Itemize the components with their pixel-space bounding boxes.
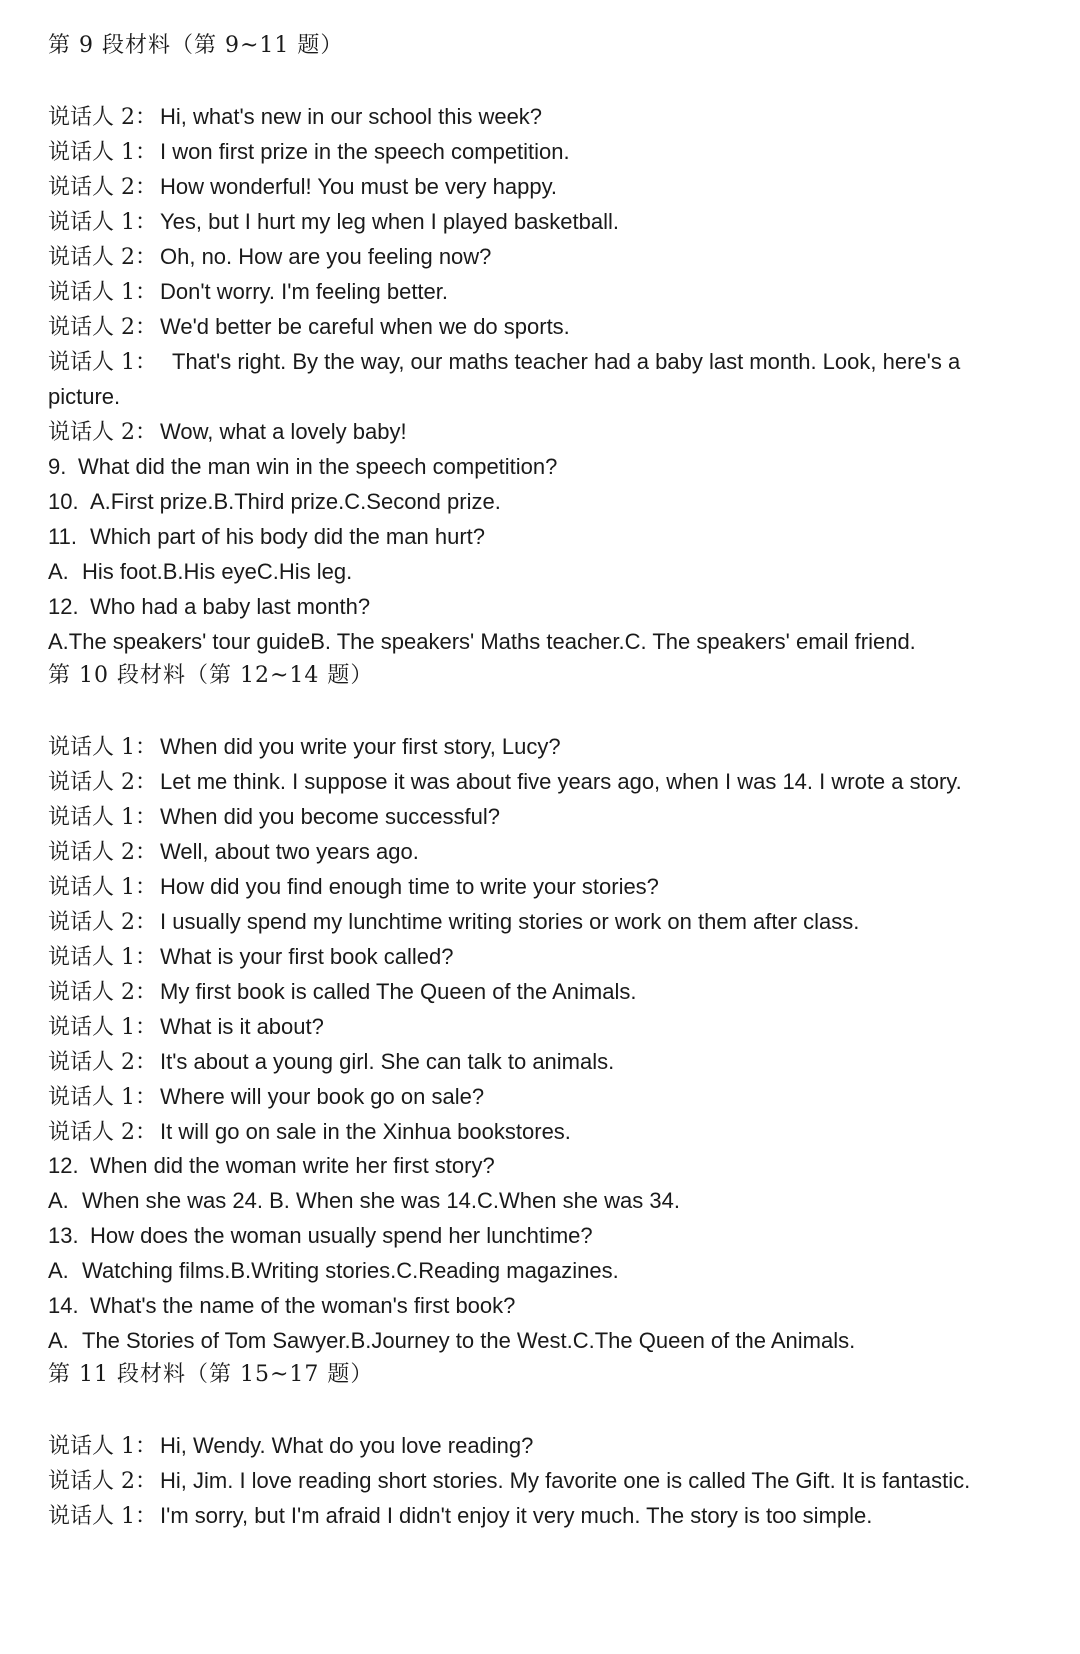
dialogue-text: I won first prize in the speech competition. <box>160 139 570 164</box>
dialogue-line <box>48 1047 614 1078</box>
dialogue-text: My first book is called The Queen of the Animals. <box>160 979 637 1004</box>
speaker-label: 说话人 2： <box>48 840 157 865</box>
dialogue-line <box>48 1012 324 1043</box>
question-line <box>48 627 916 657</box>
question-line <box>48 452 557 482</box>
question-number: 10. <box>48 489 79 514</box>
question-line <box>48 557 352 587</box>
dialogue-text: What is it about? <box>160 1014 324 1039</box>
speaker-label: 说话人 2： <box>48 1469 157 1494</box>
question-text: When did the woman write her first story? <box>90 1153 495 1178</box>
speaker-label: 说话人 2： <box>48 315 157 340</box>
dialogue-text: It will go on sale in the Xinhua bookstores. <box>160 1119 571 1144</box>
dialogue-line <box>48 1501 872 1532</box>
question-line <box>48 1326 855 1356</box>
dialogue-line <box>48 347 960 378</box>
speaker-label: 说话人 1： <box>48 945 157 970</box>
dialogue-line <box>48 417 407 448</box>
question-line <box>48 487 501 517</box>
speaker-label: 说话人 1： <box>48 350 157 375</box>
dialogue-line <box>48 172 557 203</box>
dialogue-line <box>48 1082 484 1113</box>
speaker-label: 说话人 2： <box>48 245 157 270</box>
dialogue-text: Wow, what a lovely baby! <box>160 419 407 444</box>
dialogue-line <box>48 242 491 273</box>
question-number: 11. <box>48 524 77 549</box>
speaker-label: 说话人 1： <box>48 1015 157 1040</box>
dialogue-text: Hi, Wendy. What do you love reading? <box>160 1433 534 1458</box>
dialogue-text: It's about a young girl. She can talk to animals. <box>160 1049 615 1074</box>
speaker-label: 说话人 2： <box>48 980 157 1005</box>
dialogue-text: Oh, no. How are you feeling now? <box>160 244 492 269</box>
dialogue-line <box>48 802 500 833</box>
dialogue-line <box>48 1117 571 1148</box>
speaker-label: 说话人 2： <box>48 770 157 795</box>
question-text: What did the man win in the speech competition? <box>78 454 558 479</box>
question-text: What's the name of the woman's first book? <box>90 1293 516 1318</box>
question-text: Watching films.B.Writing stories.C.Reading magazines. <box>82 1258 619 1283</box>
question-number: 14. <box>48 1293 79 1318</box>
question-text: When she was 24. B. When she was 14.C.When she was 34. <box>82 1188 680 1213</box>
dialogue-text: How did you find enough time to write your stories? <box>160 874 659 899</box>
dialogue-text: Well, about two years ago. <box>160 839 419 864</box>
question-text: His foot.B.His eyeC.His leg. <box>82 559 353 584</box>
dialogue-line <box>48 907 859 938</box>
question-line <box>48 592 370 622</box>
option-letter: A. <box>48 559 69 584</box>
question-text: The Stories of Tom Sawyer.B.Journey to the West.C.The Queen of the Animals. <box>82 1328 856 1353</box>
dialogue-text: I usually spend my lunchtime writing stories or work on them after class. <box>160 909 860 934</box>
option-letter: A. <box>48 1188 69 1213</box>
speaker-label: 说话人 1： <box>48 280 157 305</box>
question-number: 13. <box>48 1223 79 1248</box>
dialogue-line <box>48 942 453 973</box>
section-header: 第 11 段材料（第 15~17 题） <box>48 1362 374 1387</box>
question-line <box>48 1221 593 1251</box>
option-letter: A. <box>48 1328 69 1353</box>
dialogue-text: When did you write your first story, Lucy? <box>160 734 561 759</box>
dialogue-line <box>48 137 570 168</box>
speaker-label: 说话人 2： <box>48 105 157 130</box>
dialogue-text: I'm sorry, but I'm afraid I didn't enjoy it very much. The story is too simple. <box>160 1503 873 1528</box>
question-line <box>48 1186 680 1216</box>
dialogue-line <box>48 767 962 798</box>
dialogue-text: Don't worry. I'm feeling better. <box>160 279 448 304</box>
speaker-label: 说话人 1： <box>48 1085 157 1110</box>
dialogue-text: What is your first book called? <box>160 944 454 969</box>
dialogue-line <box>48 872 659 903</box>
dialogue-text: How wonderful! You must be very happy. <box>160 174 558 199</box>
section-header: 第 9 段材料（第 9~11 题） <box>48 33 344 58</box>
dialogue-line <box>48 977 637 1008</box>
dialogue-line <box>48 1431 533 1462</box>
dialogue-line <box>48 1466 970 1497</box>
speaker-label: 说话人 1： <box>48 210 157 235</box>
speaker-label: 说话人 2： <box>48 420 157 445</box>
speaker-label: 说话人 2： <box>48 1050 157 1075</box>
speaker-label: 说话人 1： <box>48 875 157 900</box>
dialogue-text: Let me think. I suppose it was about five years ago, when I was 14. I wrote a story. <box>160 769 962 794</box>
dialogue-text: Hi, Jim. I love reading short stories. My favorite one is called The Gift. It is fantastic. <box>160 1468 971 1493</box>
dialogue-text: Hi, what's new in our school this week? <box>160 104 543 129</box>
dialogue-continuation: picture. <box>48 384 121 409</box>
speaker-label: 说话人 1： <box>48 805 157 830</box>
question-line <box>48 1256 619 1286</box>
section-header: 第 10 段材料（第 12~14 题） <box>48 663 374 688</box>
speaker-label: 说话人 1： <box>48 735 157 760</box>
question-number: 9. <box>48 454 67 479</box>
dialogue-line <box>48 277 448 308</box>
dialogue-line <box>48 207 619 238</box>
question-line <box>48 1291 515 1321</box>
question-text: How does the woman usually spend her lunchtime? <box>90 1223 593 1248</box>
dialogue-text: Where will your book go on sale? <box>160 1084 485 1109</box>
dialogue-line <box>48 102 542 133</box>
dialogue-line <box>48 312 570 343</box>
dialogue-line <box>48 837 419 868</box>
question-text: A.The speakers' tour guideB. The speakers' Maths teacher.C. The speakers' email friend. <box>48 629 916 654</box>
speaker-label: 说话人 2： <box>48 1120 157 1145</box>
question-text: Who had a baby last month? <box>90 594 371 619</box>
question-number: 12. <box>48 594 79 619</box>
question-text: Which part of his body did the man hurt? <box>90 524 485 549</box>
speaker-label: 说话人 1： <box>48 1504 157 1529</box>
speaker-label: 说话人 2： <box>48 175 157 200</box>
option-letter: A. <box>48 1258 69 1283</box>
speaker-label: 说话人 1： <box>48 1434 157 1459</box>
question-number: 12. <box>48 1153 79 1178</box>
dialogue-text: We'd better be careful when we do sports. <box>160 314 570 339</box>
speaker-label: 说话人 2： <box>48 910 157 935</box>
question-line <box>48 1151 495 1181</box>
speaker-label: 说话人 1： <box>48 140 157 165</box>
dialogue-line <box>48 732 561 763</box>
dialogue-text: Yes, but I hurt my leg when I played basketball. <box>160 209 620 234</box>
dialogue-text: That's right. By the way, our maths teacher had a baby last month. Look, here's a <box>172 349 961 374</box>
dialogue-text: When did you become successful? <box>160 804 500 829</box>
question-line <box>48 522 485 552</box>
question-text: A.First prize.B.Third prize.C.Second prize. <box>90 489 501 514</box>
